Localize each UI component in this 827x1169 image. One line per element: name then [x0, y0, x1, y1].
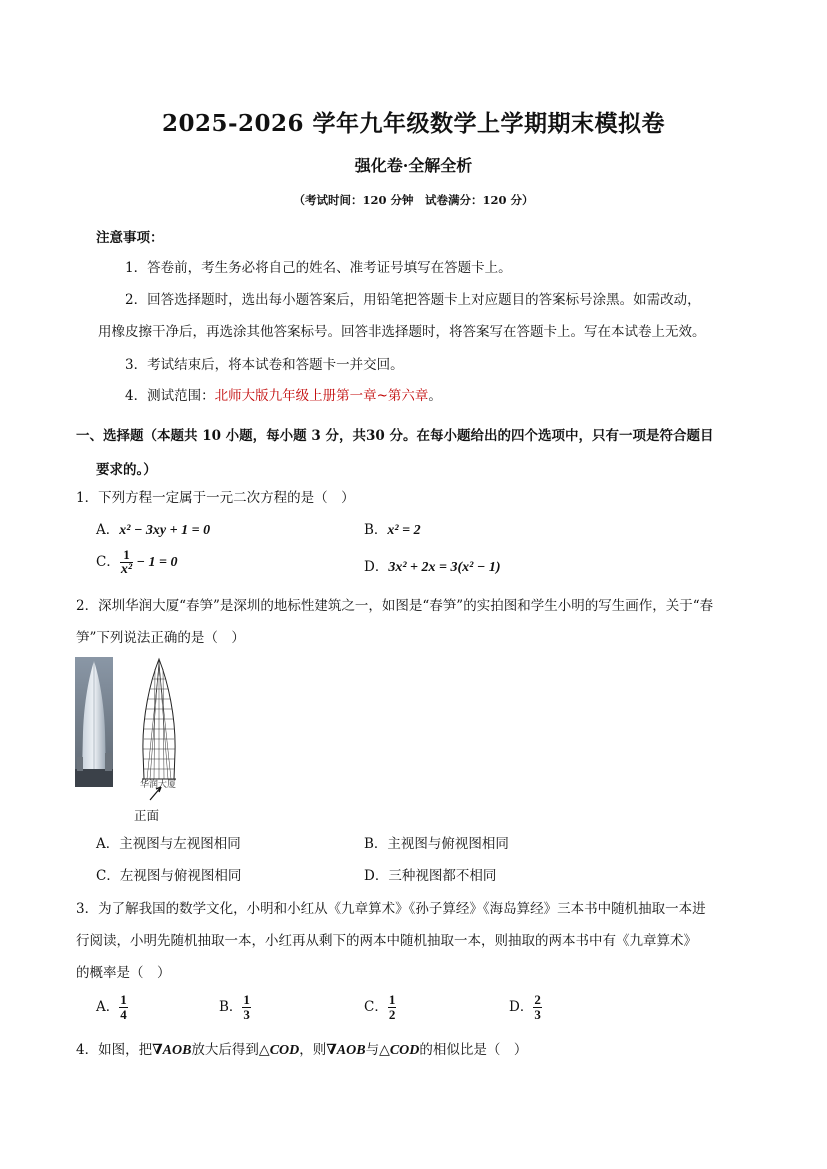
q4-tri4: △COD [379, 1043, 420, 1058]
q1-b-expr: x² = 2 [387, 523, 421, 538]
q3-option-c [364, 993, 396, 1022]
q4-stem [76, 1038, 527, 1059]
exam-info: （考试时间：120 分钟 试卷满分：120 分） [293, 193, 534, 207]
page-title: 2025-2026 学年九年级数学上学期期末模拟卷 [161, 110, 666, 137]
q1-d-expr: 3x² + 2x = 3(x² − 1) [388, 560, 501, 575]
q1-c-fraction [120, 548, 133, 577]
q2-option-d: D．三种视图都不相同 [364, 868, 497, 884]
q1-option-a [96, 518, 210, 539]
q2-stem-line2: 笋”下列说法正确的是（ ） [76, 630, 245, 646]
q1-c-rest: − 1 = 0 [133, 555, 178, 570]
front-label: 正面 [134, 808, 160, 823]
q4-mid1: 放大后得到 [191, 1042, 259, 1058]
q3-c-label: C． [364, 999, 388, 1015]
q1-c-num: 1 [120, 548, 133, 563]
q2-option-a: A．主视图与左视图相同 [96, 836, 241, 852]
section-heading-line1: 一、选择题（本题共 10 小题，每小题 3 分，共30 分。在每小题给出的四个选项中，只有一项是符合题目 [76, 428, 714, 444]
q4-stem-post: 的相似比是（ ） [419, 1042, 528, 1058]
q1-option-c [96, 548, 178, 577]
scope-text: 北师大版九年级上册第一章~第六章 [214, 388, 429, 404]
q1-a-label: A． [96, 522, 120, 538]
notice-item-1: 1．答卷前，考生务必将自己的姓名、准考证号填写在答题卡上。 [125, 260, 512, 276]
building-sketch [128, 657, 198, 827]
q4-tri1: ∇AOB [152, 1043, 192, 1058]
q3-b-num: 1 [243, 992, 250, 1007]
q1-c-den: x² [120, 562, 133, 577]
sketch-caption: 华润大厦 [140, 780, 177, 790]
q1-option-d [364, 555, 501, 576]
q3-d-den: 3 [534, 1007, 541, 1022]
q4-mid3: 与 [365, 1042, 380, 1058]
q3-d-label: D． [509, 999, 534, 1015]
q4-stem-pre: 4．如图，把 [76, 1042, 153, 1058]
section-heading [76, 419, 766, 487]
page-subtitle: 强化卷·全解全析 [354, 156, 473, 175]
q3-a-den: 4 [120, 1007, 127, 1022]
q3-option-d [509, 993, 542, 1022]
q2-option-c: C．左视图与俯视图相同 [96, 868, 242, 884]
q3-d-fraction [533, 993, 542, 1022]
q2-stem-line1: 2．深圳华润大厦“春笋”是深圳的地标性建筑之一，如图是“春笋”的实拍图和学生小明的写生画作，关于“春 [76, 598, 714, 614]
q3-a-num: 1 [120, 992, 127, 1007]
q1-stem: 1．下列方程一定属于一元二次方程的是（ ） [76, 490, 355, 506]
q3-stem-line1: 3．为了解我国的数学文化，小明和小红从《九章算术》《孙子算经》《海岛算经》三本书中随机抽取一本进 [76, 901, 706, 917]
q3-stem-line2: 行阅读，小明先随机抽取一本，小红再从剩下的两本中随机抽取一本，则抽取的两本书中有《九章算术》 [76, 933, 697, 949]
scope-suffix: 。 [428, 388, 442, 404]
q3-c-fraction [388, 993, 397, 1022]
notice-item-2-cont: 用橡皮擦干净后，再选涂其他答案标号。回答非选择题时，将答案写在答题卡上。写在本试卷上无效。 [98, 324, 706, 340]
q1-a-expr: x² − 3xy + 1 = 0 [119, 523, 211, 538]
scope-prefix: 4．测试范围： [125, 388, 215, 404]
q3-c-den: 2 [388, 1007, 396, 1022]
q3-a-fraction [119, 993, 128, 1022]
notice-item-4 [125, 386, 442, 406]
q3-a-label: A． [96, 999, 120, 1015]
q3-b-den: 3 [243, 1007, 250, 1022]
q3-stem-line3: 的概率是（ ） [76, 965, 171, 981]
q1-c-label: C． [96, 554, 120, 570]
q4-tri3: ∇AOB [326, 1043, 366, 1058]
notice-item-2: 2．回答选择题时，选出每小题答案后，用铅笔把答题卡上对应题目的答案标号涂黑。如需改动， [125, 292, 701, 308]
q1-b-label: B． [364, 522, 388, 538]
section-heading-line2: 要求的。） [96, 462, 157, 478]
q2-option-b: B．主视图与俯视图相同 [364, 836, 509, 852]
notice-item-3: 3．考试结束后，将本试卷和答题卡一并交回。 [125, 357, 404, 373]
q4-mid2: ，则 [299, 1042, 327, 1058]
q3-option-a [96, 993, 128, 1022]
q3-b-label: B． [219, 999, 243, 1015]
q3-d-num: 2 [534, 992, 541, 1007]
q1-d-label: D． [364, 559, 389, 575]
building-photo [75, 657, 113, 787]
notice-heading: 注意事项： [96, 230, 164, 246]
q3-option-b [219, 993, 251, 1022]
q3-c-num: 1 [388, 992, 396, 1007]
q3-b-fraction [242, 993, 251, 1022]
q4-tri2: △COD [258, 1043, 300, 1058]
q1-option-b [364, 518, 421, 539]
